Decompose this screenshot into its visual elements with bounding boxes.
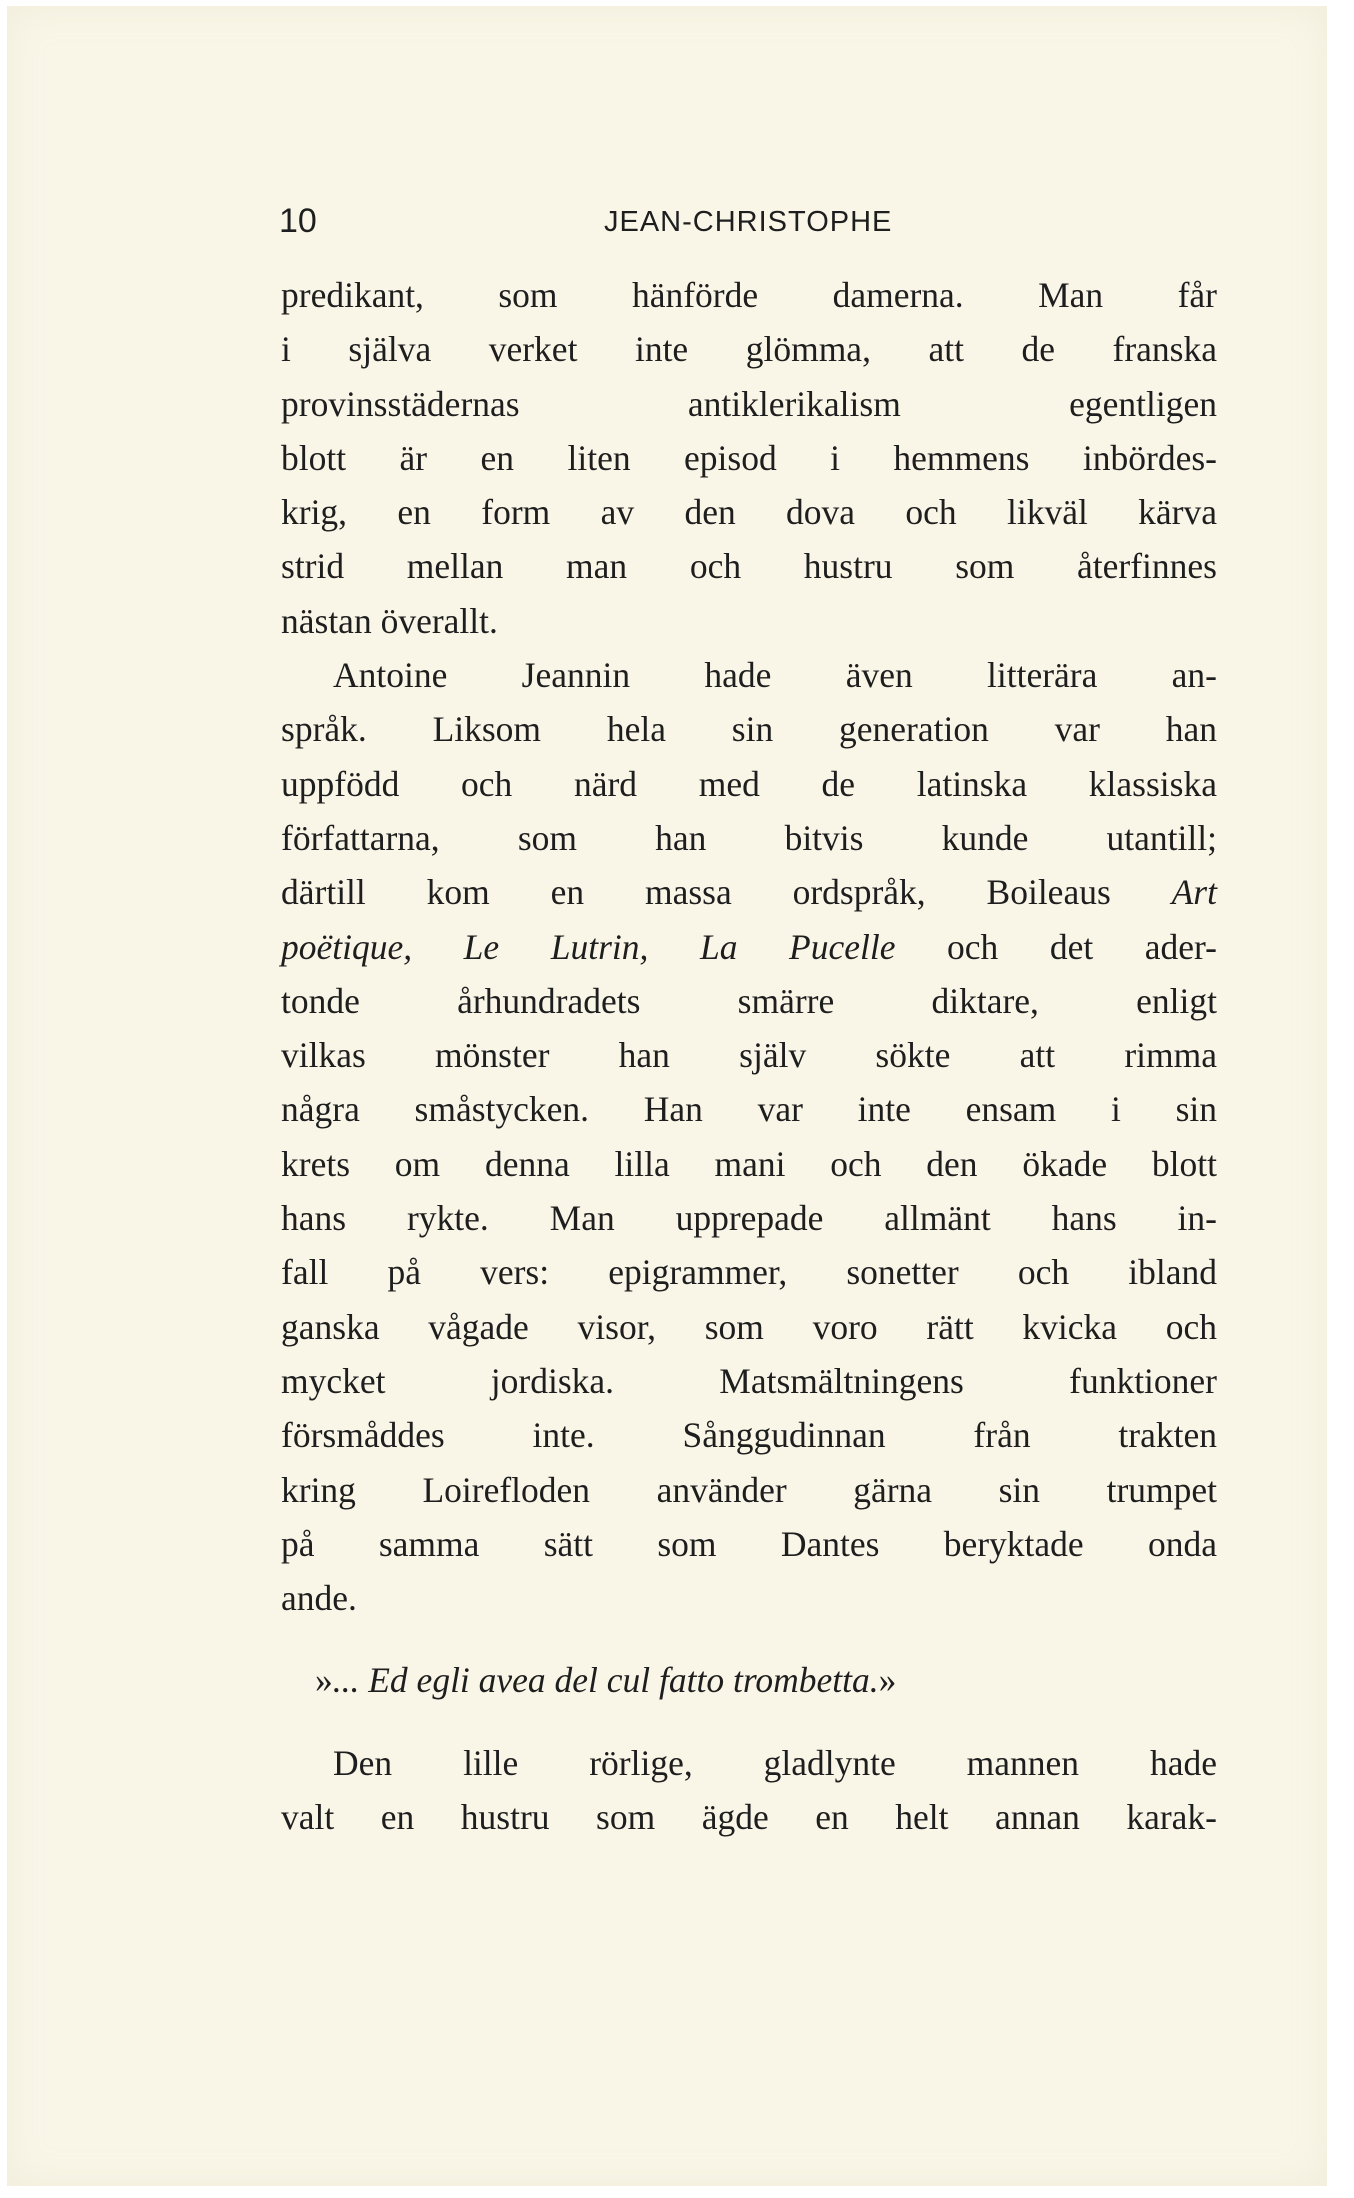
- text-line: mycket jordiska. Matsmältningens funktioner: [281, 1360, 1217, 1401]
- page-header: [279, 202, 1219, 242]
- text-line: på samma sätt som Dantes beryktade onda: [281, 1523, 1217, 1564]
- text-line: blott är en liten episod i hemmens inbördes-: [281, 437, 1217, 478]
- text-line: [281, 865, 1217, 919]
- text-line: fall på vers: epigrammer, sonetter och ibland: [281, 1252, 1217, 1293]
- spacer: [281, 1625, 1217, 1653]
- text-line: i själva verket inte glömma, att de franska: [281, 329, 1217, 370]
- quote-text: ... Ed egli avea del cul fatto trombetta.: [332, 1660, 879, 1701]
- quote-close-mark: »: [878, 1660, 897, 1701]
- text-line: tonde århundradets smärre diktare, enligt: [281, 980, 1217, 1021]
- text-line: [281, 920, 1217, 974]
- spacer: [281, 1708, 1217, 1736]
- italic-title: Art: [1171, 872, 1217, 913]
- paragraph: [281, 1736, 1217, 1845]
- text-line: predikant, som hänförde damerna. Man får: [281, 275, 1217, 315]
- text-line: hans rykte. Man upprepade allmänt hans in-: [281, 1198, 1217, 1239]
- body-text: [281, 268, 1217, 1844]
- text-line: krets om denna lilla mani och den ökade blott: [281, 1143, 1217, 1184]
- paragraph: [281, 268, 1217, 648]
- text-line: Antoine Jeannin hade även litterära an-: [333, 655, 1217, 696]
- text-line: provinsstädernas antiklerikalism egentligen: [281, 383, 1217, 424]
- quote-open-mark: »: [315, 1660, 333, 1701]
- paragraph: [281, 648, 1217, 1625]
- text-line: krig, en form av den dova och likväl kärva: [281, 492, 1217, 533]
- text-line: språk. Liksom hela sin generation var han: [281, 709, 1217, 750]
- text-segment: och det ader-: [895, 926, 1217, 967]
- text-line: nästan överallt.: [281, 600, 498, 641]
- text-line: författarna, som han bitvis kunde utantill;: [281, 817, 1217, 858]
- italic-titles: poëtique, Le Lutrin, La Pucelle: [281, 926, 896, 967]
- text-line: kring Loirefloden använder gärna sin trumpet: [281, 1469, 1217, 1510]
- book-page: [7, 6, 1327, 2186]
- text-line: försmåddes inte. Sånggudinnan från trakten: [281, 1415, 1217, 1456]
- text-line: strid mellan man och hustru som återfinnes: [281, 546, 1217, 587]
- page-number: 10: [279, 202, 317, 240]
- quotation: [281, 1653, 1217, 1707]
- text-line: ande.: [281, 1578, 357, 1619]
- text-line: vilkas mönster han själv sökte att rimma: [281, 1035, 1217, 1076]
- text-segment: därtill kom en massa ordspråk, Boileaus: [281, 872, 1172, 913]
- text-line: valt en hustru som ägde en helt annan karak-: [281, 1797, 1217, 1838]
- text-line: ganska vågade visor, som voro rätt kvicka och: [281, 1306, 1217, 1347]
- text-line: uppfödd och närd med de latinska klassiska: [281, 763, 1217, 804]
- running-head: JEAN-CHRISTOPHE: [604, 206, 893, 238]
- text-line: några småstycken. Han var inte ensam i sin: [281, 1089, 1217, 1130]
- text-line: Den lille rörlige, gladlynte mannen hade: [333, 1742, 1217, 1783]
